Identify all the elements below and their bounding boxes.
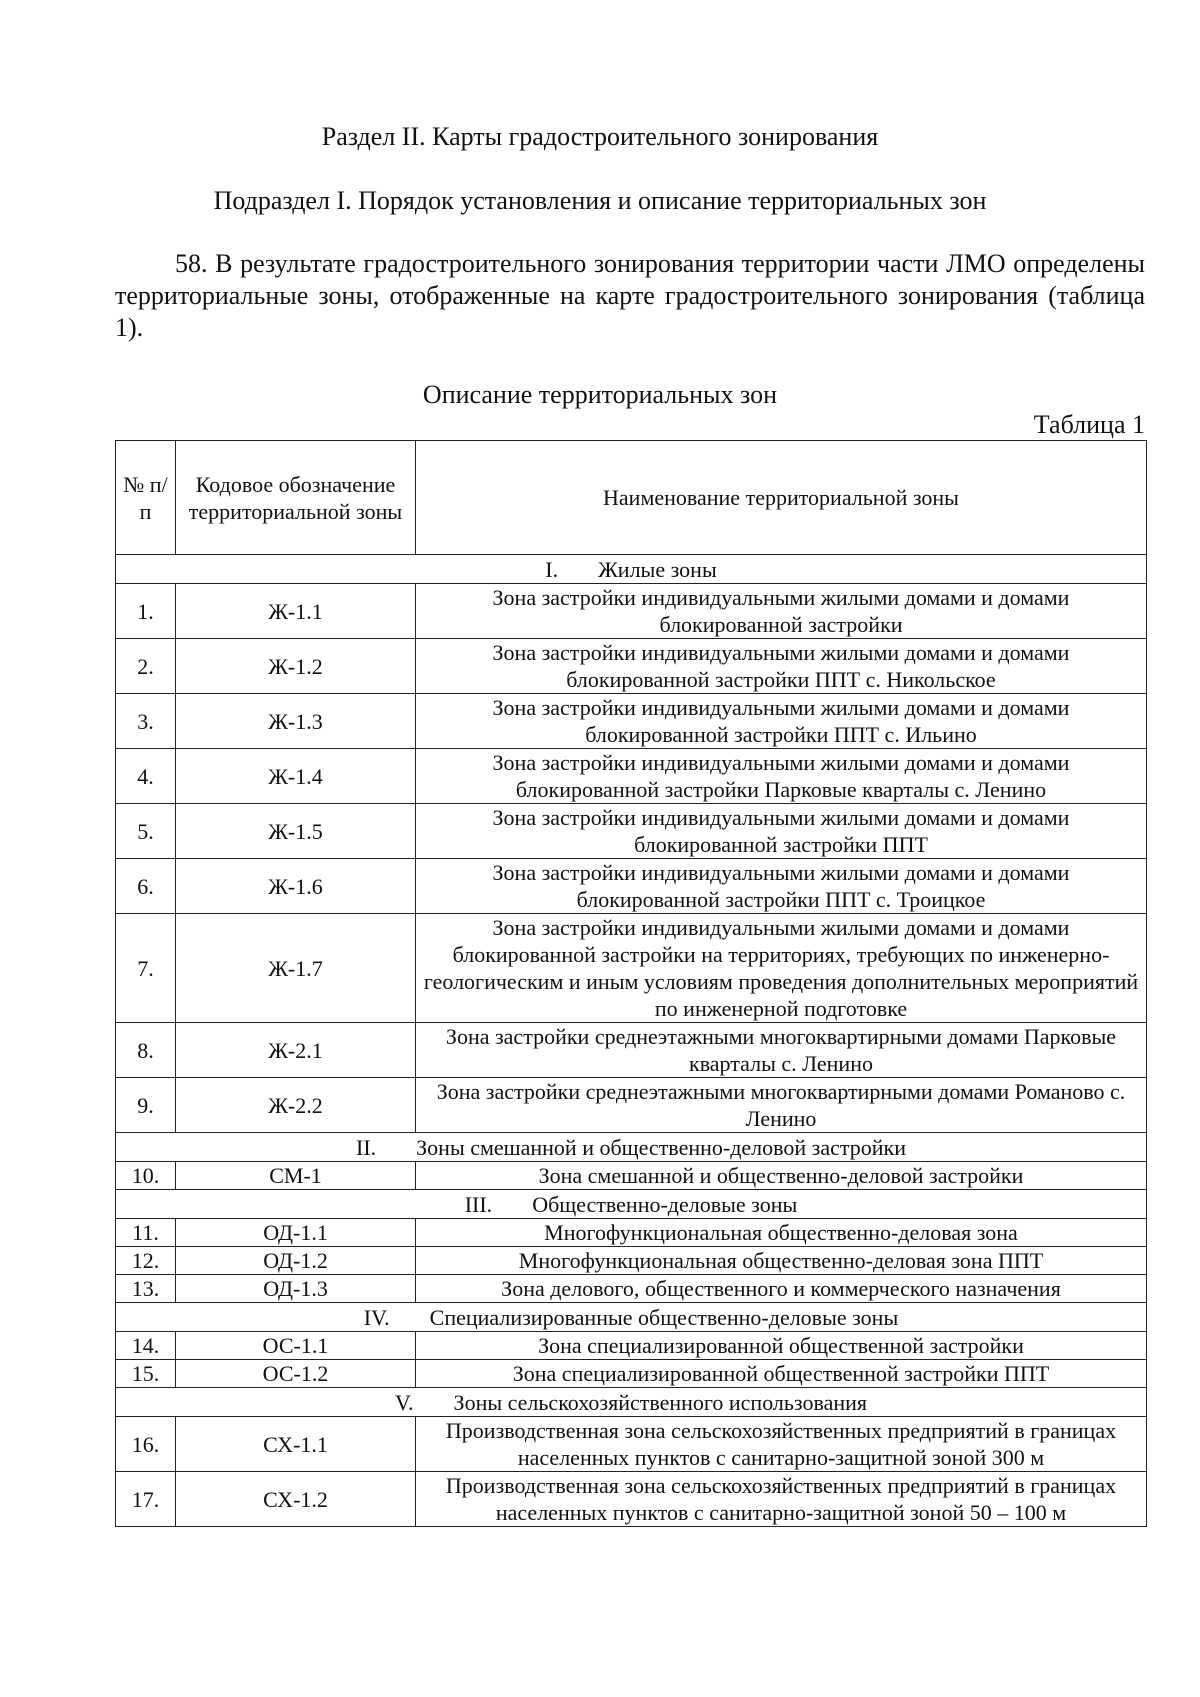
zone-code: Ж-1.7 [176, 914, 416, 1023]
zone-name: Зона специализированной общественной застройки ППТ [416, 1360, 1147, 1388]
table-row [116, 1472, 1147, 1527]
zone-name: Зона специализированной общественной застройки [416, 1332, 1147, 1360]
zone-code: Ж-1.5 [176, 804, 416, 859]
table-row [116, 1360, 1147, 1388]
row-number: 9. [116, 1078, 176, 1133]
zone-code: Ж-1.3 [176, 694, 416, 749]
group-number: I. [545, 556, 559, 582]
row-number: 4. [116, 749, 176, 804]
zone-name: Многофункциональная общественно-деловая зона [416, 1219, 1147, 1247]
group-row [116, 1388, 1147, 1417]
zone-name: Зона застройки индивидуальными жилыми домами и домами блокированной застройки на территориях, требующих по инженерно-геологическим и иным условиям проведения дополнительных мероприятий по инженерной подготовке [416, 914, 1147, 1023]
zone-name: Производственная зона сельскохозяйственных предприятий в границах населенных пунктов с санитарно-защитной зоной 50 – 100 м [416, 1472, 1147, 1527]
zone-code: ОД-1.1 [176, 1219, 416, 1247]
row-number: 15. [116, 1360, 176, 1388]
zone-name: Зона застройки индивидуальными жилыми домами и домами блокированной застройки ППТ с. Никольское [416, 639, 1147, 694]
zone-name: Зона застройки индивидуальными жилыми домами и домами блокированной застройки ППТ с. Троицкое [416, 859, 1147, 914]
table-row [116, 694, 1147, 749]
zone-name: Зона застройки индивидуальными жилыми домами и домами блокированной застройки Парковые кварталы с. Ленино [416, 749, 1147, 804]
group-number: II. [356, 1134, 377, 1160]
table-caption: Описание территориальных зон [422, 380, 778, 409]
row-number: 13. [116, 1275, 176, 1303]
zone-name: Зона делового, общественного и коммерческого назначения [416, 1275, 1147, 1303]
table-row [116, 1275, 1147, 1303]
zone-name: Зона застройки среднеэтажными многоквартирными домами Романово с. Ленино [416, 1078, 1147, 1133]
zone-code: СХ-1.2 [176, 1472, 416, 1527]
zone-code: Ж-1.6 [176, 859, 416, 914]
table-row [116, 1078, 1147, 1133]
row-number: 2. [116, 639, 176, 694]
row-number: 16. [116, 1417, 176, 1472]
zone-name: Многофункциональная общественно-деловая зона ППТ [416, 1247, 1147, 1275]
group-title: Зоны сельскохозяйственного использования [453, 1389, 868, 1415]
group-number: V. [394, 1389, 414, 1415]
zone-name: Зона смешанной и общественно-деловой застройки [416, 1162, 1147, 1190]
group-title-cell [116, 1303, 1147, 1332]
subsection-title: Подраздел I. Порядок установления и описание территориальных зон [213, 186, 987, 215]
group-row [116, 555, 1147, 584]
zone-code: Ж-2.1 [176, 1023, 416, 1078]
table-row [116, 804, 1147, 859]
table-row [116, 859, 1147, 914]
table-row [116, 1219, 1147, 1247]
table-row [116, 749, 1147, 804]
table-label: Таблица 1 [1033, 410, 1145, 439]
row-number: 11. [116, 1219, 176, 1247]
zones-table [115, 440, 1147, 1527]
header-num: № п/п [116, 441, 176, 555]
group-title: Зоны смешанной и общественно-деловой застройки [416, 1134, 906, 1160]
zone-name: Зона застройки индивидуальными жилыми домами и домами блокированной застройки [416, 584, 1147, 639]
row-number: 10. [116, 1162, 176, 1190]
row-number: 8. [116, 1023, 176, 1078]
row-number: 1. [116, 584, 176, 639]
table-row [116, 914, 1147, 1023]
zone-code: ОС-1.2 [176, 1360, 416, 1388]
group-row [116, 1303, 1147, 1332]
table-row [116, 584, 1147, 639]
zone-name: Зона застройки индивидуальными жилыми домами и домами блокированной застройки ППТ с. Ильино [416, 694, 1147, 749]
table-row [116, 1023, 1147, 1078]
row-number: 14. [116, 1332, 176, 1360]
group-title-cell [116, 1190, 1147, 1219]
zone-name: Зона застройки среднеэтажными многоквартирными домами Парковые кварталы с. Ленино [416, 1023, 1147, 1078]
zone-code: ОД-1.3 [176, 1275, 416, 1303]
group-title-cell [116, 1133, 1147, 1162]
group-row [116, 1133, 1147, 1162]
row-number: 7. [116, 914, 176, 1023]
group-number: III. [464, 1191, 493, 1217]
row-number: 6. [116, 859, 176, 914]
group-number: IV. [363, 1304, 390, 1330]
zone-code: СХ-1.1 [176, 1417, 416, 1472]
group-title: Специализированные общественно-деловые зоны [429, 1304, 899, 1330]
row-number: 17. [116, 1472, 176, 1527]
header-code: Кодовое обозначение территориальной зоны [176, 441, 416, 555]
zone-code: ОД-1.2 [176, 1247, 416, 1275]
zone-code: Ж-1.1 [176, 584, 416, 639]
zone-code: Ж-1.4 [176, 749, 416, 804]
zone-code: ОС-1.1 [176, 1332, 416, 1360]
table-row [116, 639, 1147, 694]
table-row [116, 1417, 1147, 1472]
group-title-cell [116, 555, 1147, 584]
header-name: Наименование территориальной зоны [416, 441, 1147, 555]
row-number: 5. [116, 804, 176, 859]
zone-name: Производственная зона сельскохозяйственных предприятий в границах населенных пунктов с санитарно-защитной зоной 300 м [416, 1417, 1147, 1472]
table-header-row [116, 441, 1147, 555]
zones-table-body [116, 555, 1147, 1527]
group-title-cell [116, 1388, 1147, 1417]
group-title: Жилые зоны [598, 556, 717, 582]
table-row [116, 1162, 1147, 1190]
row-number: 3. [116, 694, 176, 749]
group-row [116, 1190, 1147, 1219]
group-title: Общественно-деловые зоны [532, 1191, 798, 1217]
row-number: 12. [116, 1247, 176, 1275]
table-row [116, 1332, 1147, 1360]
paragraph-58: 58. В результате градостроительного зонирования территории части ЛМО определены территориальные зоны, отображенные на карте градостроительного зонирования (таблица 1). [115, 249, 1145, 342]
zone-code: СМ-1 [176, 1162, 416, 1190]
zone-code: Ж-2.2 [176, 1078, 416, 1133]
zone-name: Зона застройки индивидуальными жилыми домами и домами блокированной застройки ППТ [416, 804, 1147, 859]
section-title: Раздел II. Карты градостроительного зонирования [321, 122, 879, 151]
zone-code: Ж-1.2 [176, 639, 416, 694]
table-row [116, 1247, 1147, 1275]
